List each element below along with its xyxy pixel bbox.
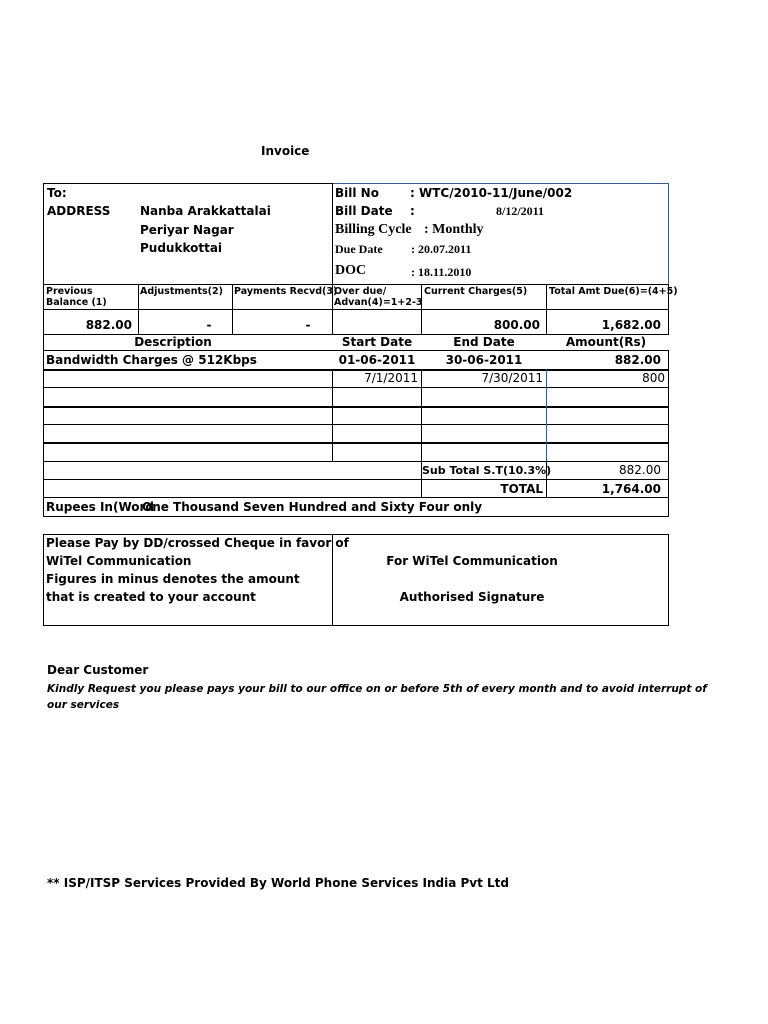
header-previous-2: Balance (1) xyxy=(46,297,107,308)
total-label: TOTAL xyxy=(500,482,543,496)
value-adjustments: - xyxy=(206,318,212,332)
items-header-amount: Amount(Rs) xyxy=(565,335,647,349)
rupees-in-words-label: Rupees In(Word xyxy=(46,500,155,514)
address-line-1: Nanba Arakkattalai xyxy=(140,204,271,218)
item-description: Bandwidth Charges @ 512Kbps xyxy=(46,353,257,367)
request-line-2: our services xyxy=(47,699,120,711)
total-value: 1,764.00 xyxy=(601,482,661,496)
value-current-charges: 800.00 xyxy=(493,318,540,332)
note-line-4: that is created to your account xyxy=(46,590,256,604)
note-line-2: WiTel Communication xyxy=(46,554,192,568)
header-previous-1: Previous xyxy=(46,286,93,297)
billing-cycle-label: Billing Cycle xyxy=(335,222,412,237)
value-total-due: 1,682.00 xyxy=(601,318,661,332)
item-end-date: 7/30/2011 xyxy=(481,371,543,385)
doc-label: DOC xyxy=(335,263,367,278)
item-amount: 800 xyxy=(642,371,665,385)
item-start-date: 01-06-2011 xyxy=(338,353,416,367)
bill-date-colon: : xyxy=(410,204,415,218)
for-company: For WiTel Communication xyxy=(386,554,558,568)
rupees-in-words-value: One Thousand Seven Hundred and Sixty Four only xyxy=(142,500,483,514)
footer-provider: ** ISP/ITSP Services Provided By World Phone Services India Pvt Ltd xyxy=(47,876,510,890)
bill-no-value: : WTC/2010-11/June/002 xyxy=(410,186,573,200)
items-header-start-date: Start Date xyxy=(341,335,413,349)
authorised-signature: Authorised Signature xyxy=(399,590,545,604)
item-amount: 882.00 xyxy=(614,353,661,367)
header-current-charges: Current Charges(5) xyxy=(424,286,528,297)
item-start-date: 7/1/2011 xyxy=(364,371,418,385)
header-total-due: Total Amt Due(6)=(4+5) xyxy=(549,286,678,297)
billing-cycle-value: : Monthly xyxy=(424,222,484,237)
address-line-2: Periyar Nagar xyxy=(140,223,234,237)
bill-no-label: Bill No xyxy=(335,186,379,200)
dear-customer: Dear Customer xyxy=(47,663,149,677)
header-overdue-1: Over due/ xyxy=(334,286,387,297)
items-header-end-date: End Date xyxy=(453,335,515,349)
header-payments: Payments Recvd(3) xyxy=(234,286,338,297)
value-payments: - xyxy=(305,318,311,332)
bill-date-value: 8/12/2011 xyxy=(495,204,544,218)
doc-value: : 18.11.2010 xyxy=(411,265,472,279)
address-label: ADDRESS xyxy=(47,204,111,218)
header-adjustments: Adjustments(2) xyxy=(140,286,223,297)
value-previous: 882.00 xyxy=(85,318,132,332)
subtotal-label: Sub Total S.T(10.3%) xyxy=(422,464,552,477)
invoice-title: Invoice xyxy=(261,144,310,158)
note-line-1: Please Pay by DD/crossed Cheque in favor of xyxy=(46,536,349,550)
address-line-3: Pudukkottai xyxy=(140,241,223,255)
due-date-value: : 20.07.2011 xyxy=(411,242,472,256)
item-end-date: 30-06-2011 xyxy=(445,353,523,367)
request-line-1: Kindly Request you please pays your bill to our office on or before 5th of every month and to avoid interrupt of xyxy=(47,683,707,695)
note-line-3: Figures in minus denotes the amount xyxy=(46,572,300,586)
items-header-description: Description xyxy=(134,335,212,349)
bill-date-label: Bill Date xyxy=(335,204,393,218)
header-overdue-2: Advan(4)=1+2-3 xyxy=(334,297,423,308)
due-date-label: Due Date xyxy=(335,242,383,256)
subtotal-value: 882.00 xyxy=(619,463,661,477)
to-label: To: xyxy=(47,186,67,200)
